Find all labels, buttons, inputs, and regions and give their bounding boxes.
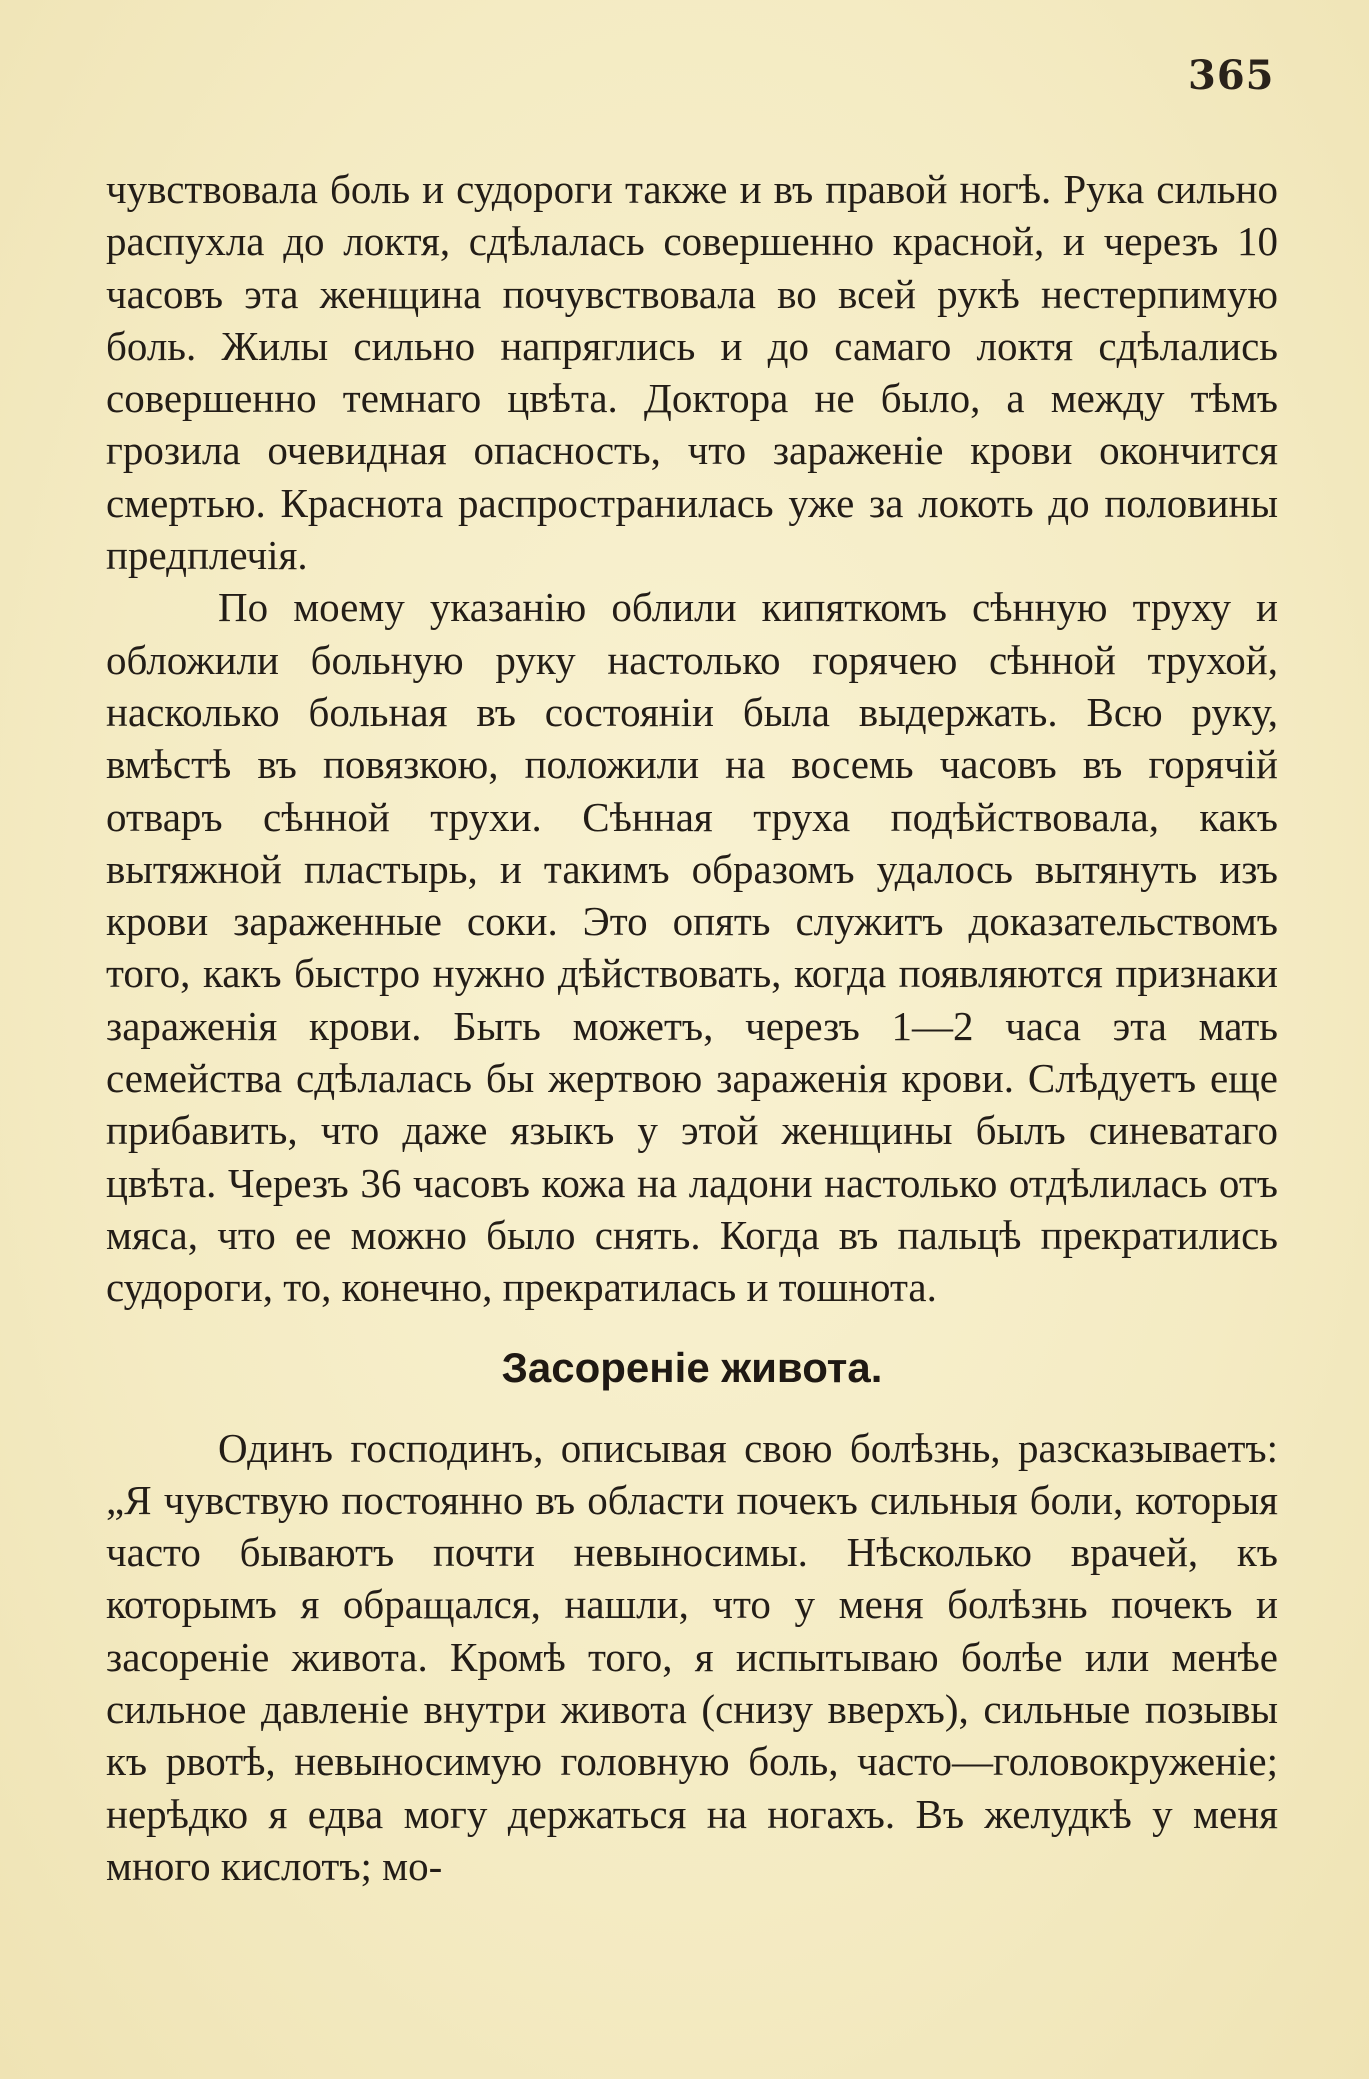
paragraph-patient-account: Одинъ господинъ, описывая свою болѣзнь, разсказываетъ: „Я чувствую постоянно въ области почекъ сильныя боли, которыя часто бываютъ почти невыносимы. Нѣсколько врачей, къ которымъ я обращался, нашли, что у меня болѣзнь почекъ и засореніе живота. Кромѣ того, я испытываю болѣе или менѣе сильное давленіе внутри живота (снизу вверхъ), сильные позывы къ рвотѣ, невыносимую головную боль, часто—головокруженіе; нерѣдко я едва могу держаться на ногахъ. Въ желудкѣ у меня много кислотъ; мо-: [106, 1424, 1278, 1889]
paragraph-hay-dust-treatment: По моему указанію облили кипяткомъ сѣнную труху и обложили больную руку настолько горячею сѣнной трухой, насколько больная въ состояніи была выдержать. Всю руку, вмѣстѣ въ повязкою, положили на восемь часовъ въ горячій отваръ сѣнной трухи. Сѣнная труха подѣйствовала, какъ вытяжной пластырь, и такимъ образомъ удалось вытянуть изъ крови зараженные соки. Это опять служитъ доказательствомъ того, какъ быстро нужно дѣйствовать, когда появляются признаки зараженія крови. Быть можетъ, черезъ 1—2 часа эта мать семейства сдѣлалась бы жертвою зараженія крови. Слѣдуетъ еще прибавить, что даже языкъ у этой женщины былъ синеватаго цвѣта. Черезъ 36 часовъ кожа на ладони настолько отдѣлилась отъ мяса, что ее можно было снять. Когда въ пальцѣ прекратились судороги, то, конечно, прекратилась и тошнота.: [106, 584, 1278, 1311]
page-number: 365: [1188, 52, 1275, 99]
page-body: [106, 163, 1278, 1892]
section-heading: Засореніе живота.: [501, 1343, 883, 1391]
paragraph-blood-poisoning-end: чувствовала боль и судороги также и въ правой ногѣ. Рука сильно распухла до локтя, сдѣлалась совершенно красной, и черезъ 10 часовъ эта женщина почувствовала во всей рукѣ нестерпимую боль. Жилы сильно напряглись и до самаго локтя сдѣлались совершенно темнаго цвѣта. Доктора не было, а между тѣмъ грозила очевидная опасность, что зараженіе крови окончится смертью. Краснота распространилась уже за локоть до половины предплечія.: [106, 166, 1278, 579]
